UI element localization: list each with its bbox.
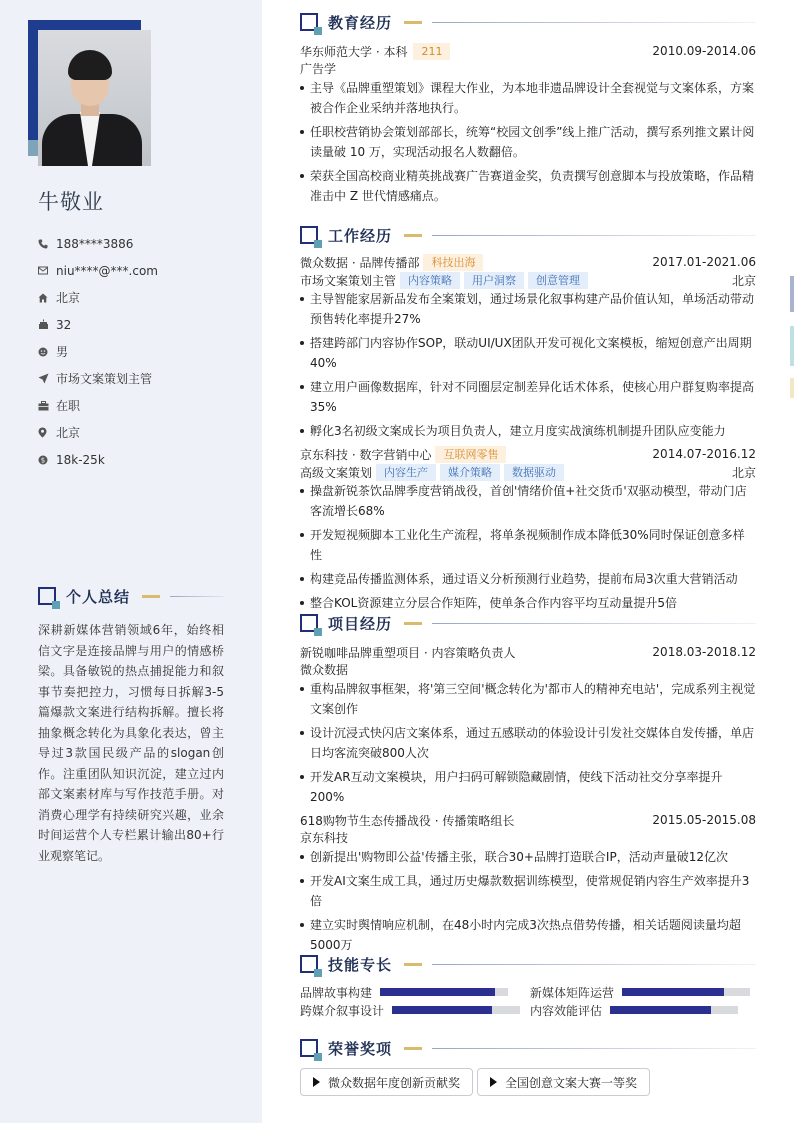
honors-heading: 荣誉奖项 [300,1036,756,1060]
location-icon [38,427,56,438]
job-entry [300,253,756,441]
summary-heading: 个人总结 [38,584,224,608]
skill-name: 品牌故事构建 [300,985,373,1000]
skill-bar [622,988,750,996]
job-city: 北京 [731,273,756,288]
info-position [38,365,248,392]
honor-badge [300,1068,473,1096]
job-entry [300,445,756,613]
skills-heading: 技能专长 [300,952,756,976]
info-status-value: 在职 [56,399,81,413]
list-item: 孵化3名初级文案成长为项目负责人，建立月度实战演练机制提升团队应变能力 [300,421,756,441]
education-heading: 教育经历 [300,10,756,34]
list-item: 荣获全国高校商业精英挑战赛广告赛道金奖，负责撰写创意脚本与投放策略，作品精准击中 Z 世代情感痛点。 [300,166,756,206]
section-marker-icon [300,226,318,244]
list-item: 设计沉浸式快闪店文案体系，通过五感联动的体验设计引发社交媒体自发传播，单店日均客流突破800人次 [300,723,756,763]
skill-item [530,983,756,1001]
job-date: 2017.01-2021.06 [652,255,756,269]
job-role: 高级文案策划 [300,465,373,480]
skills-grid [300,983,756,1019]
job-bullets [300,289,756,441]
project-date: 2015.05-2015.08 [652,813,756,827]
cake-icon [38,319,56,330]
education-major: 广告学 [300,62,337,76]
job-company-tag: 科技出海 [423,254,483,271]
job-company: 京东科技 · 数字营销中心 [300,447,432,462]
info-age-value: 32 [56,317,72,332]
section-marker-icon [300,1039,318,1057]
section-marker-icon [38,587,56,605]
projects-heading: 项目经历 [300,611,756,635]
project-header [300,643,756,661]
list-item: 建立用户画像数据库，针对不同圈层定制差异化话术体系，使核心用户群复购率提高35% [300,377,756,417]
edge-marker-teal [790,326,794,366]
project-org: 京东科技 [300,831,349,845]
mail-icon [38,266,56,275]
section-marker-icon [300,13,318,31]
project-name: 新锐咖啡品牌重塑项目 · 内容策略负责人 [300,645,516,660]
home-icon [38,293,56,303]
list-item: 重构品牌叙事框架，将'第三空间'概念转化为'都市人的精神充电站'，完成系列主视觉文案创作 [300,679,756,719]
project-bullets [300,847,756,955]
project-org: 微众数据 [300,663,349,677]
info-residence-value: 北京 [56,291,81,305]
list-item: 构建竞品传播监测体系，通过语义分析预测行业趋势，提前布局3次重大营销活动 [300,569,756,589]
school-name: 华东师范大学 · 本科 [300,44,408,59]
project-entry [300,811,756,955]
skill-bar [392,1006,520,1014]
list-item: 整合KOL资源建立分层合作矩阵，使单条合作内容平均互动量提升5倍 [300,593,756,613]
job-bullets [300,481,756,613]
projects-section [300,611,756,959]
work-section [300,223,756,617]
list-item: 操盘新锐茶饮品牌季度营销战役，首创'情绪价值+社交货币'双驱动模型，带动门店客流增长68% [300,481,756,521]
honors-list [300,1068,756,1096]
contact-info [38,230,248,473]
job-city: 北京 [731,465,756,480]
project-date: 2018.03-2018.12 [652,645,756,659]
send-icon [38,373,56,384]
skill-bar [610,1006,738,1014]
summary-section [38,584,224,866]
info-phone-value: 188****3886 [56,236,134,251]
list-item: 开发AR互动文案模块，用户扫码可解锁隐藏剧情，使线下活动社交分享率提升200% [300,767,756,807]
list-item: 搭建跨部门内容协作SOP，联动UI/UX团队开发可视化文案模板，缩短创意产出周期40% [300,333,756,373]
job-company-tag: 互联网零售 [435,446,506,463]
list-item: 主导智能家居新品发布全案策划，通过场景化叙事构建产品价值认知，单场活动带动预售转化率提升27% [300,289,756,329]
project-name: 618购物节生态传播战役 · 传播策略组长 [300,813,515,828]
edge-marker-gold [790,378,794,398]
project-entry [300,643,756,807]
skill-bar-fill [610,1006,711,1014]
info-salary [38,446,248,473]
section-marker-icon [300,955,318,973]
avatar [38,30,151,166]
info-location [38,419,248,446]
list-item: 主导《品牌重塑策划》课程大作业，为本地非遗品牌设计全套视觉与文案体系，方案被合作企业采纳并落地执行。 [300,78,756,118]
job-skill-tag: 创意管理 [528,272,588,289]
skill-bar [380,988,508,996]
job-header [300,445,756,463]
job-company: 微众数据 · 品牌传播部 [300,255,420,270]
edge-marker-navy [790,276,794,312]
honor-label: 全国创意文案大赛一等奖 [505,1075,638,1090]
job-role: 市场文案策划主管 [300,273,397,288]
info-email-value: niu****@***.com [56,263,158,278]
briefcase-icon [38,401,56,411]
info-location-value: 北京 [56,426,81,440]
info-salary-value: 18k-25k [56,452,105,467]
skill-name: 新媒体矩阵运营 [530,985,615,1000]
job-skill-tag: 媒介策略 [440,464,500,481]
skill-item [530,1001,756,1019]
skills-section [300,952,756,1019]
salary-icon [38,455,56,465]
play-icon [313,1077,320,1087]
job-role-row [300,271,756,289]
job-skill-tag: 内容生产 [376,464,436,481]
job-date: 2014.07-2016.12 [652,447,756,461]
work-heading: 工作经历 [300,223,756,247]
info-age [38,311,248,338]
skill-name: 跨媒介叙事设计 [300,1003,385,1018]
sidebar [0,0,262,1123]
skill-bar-fill [392,1006,492,1014]
job-skill-tag: 用户洞察 [464,272,524,289]
honor-label: 微众数据年度创新贡献奖 [328,1075,461,1090]
skill-bar-fill [380,988,495,996]
job-role-row [300,463,756,481]
list-item: 创新提出'购物即公益'传播主张，联合30+品牌打造联合IP，活动声量破12亿次 [300,847,756,867]
job-skill-tag: 数据驱动 [504,464,564,481]
info-position-value: 市场文案策划主管 [56,372,153,386]
list-item: 开发AI文案生成工具，通过历史爆款数据训练模型，使常规促销内容生产效率提升3倍 [300,871,756,911]
project-bullets [300,679,756,807]
info-status [38,392,248,419]
skill-name: 内容效能评估 [530,1003,603,1018]
education-date: 2010.09-2014.06 [652,44,756,58]
job-skill-tag: 内容策略 [400,272,460,289]
skill-item [300,1001,530,1019]
skill-item [300,983,530,1001]
education-header [300,42,756,60]
honor-badge [477,1068,650,1096]
info-gender [38,338,248,365]
summary-text: 深耕新媒体营销领域6年，始终相信文字是连接品牌与用户的情感桥梁。具备敏锐的热点捕捉能力和叙事节奏把控力，习惯每日拆解3-5篇爆款文案进行结构拆解。擅长将抽象概念转化为具象化表达，曾主导过3款国民级产品的slogan创作。注重团队知识沉淀，建立过内部文案素材库与写作技范手册。对消费心理学有持续研究兴趣，业余时间运营个人专栏累计输出80+行业观察笔记。 [38,623,224,863]
candidate-name: 牛敬业 [38,190,104,214]
info-gender-value: 男 [56,345,69,359]
info-residence [38,284,248,311]
svg-text:$: $ [40,456,46,465]
info-email [38,257,248,284]
list-item: 开发短视频脚本工业化生产流程，将单条视频制作成本降低30%同时保证创意多样性 [300,525,756,565]
skill-bar-fill [622,988,724,996]
job-header [300,253,756,271]
list-item: 任职校营销协会策划部部长，统筹“校园文创季”线上推广活动，撰写系列推文累计阅读量破 10 万，实现活动报名人数翻倍。 [300,122,756,162]
gender-icon [38,347,56,357]
education-section [300,10,756,210]
project-header [300,811,756,829]
school-tag: 211 [413,43,450,60]
phone-icon [38,239,56,249]
honors-section [300,1036,756,1096]
info-phone [38,230,248,257]
education-bullets [300,78,756,206]
play-icon [490,1077,497,1087]
list-item: 建立实时舆情响应机制，在48小时内完成3次热点借势传播，相关话题阅读量均超5000万 [300,915,756,955]
section-marker-icon [300,614,318,632]
